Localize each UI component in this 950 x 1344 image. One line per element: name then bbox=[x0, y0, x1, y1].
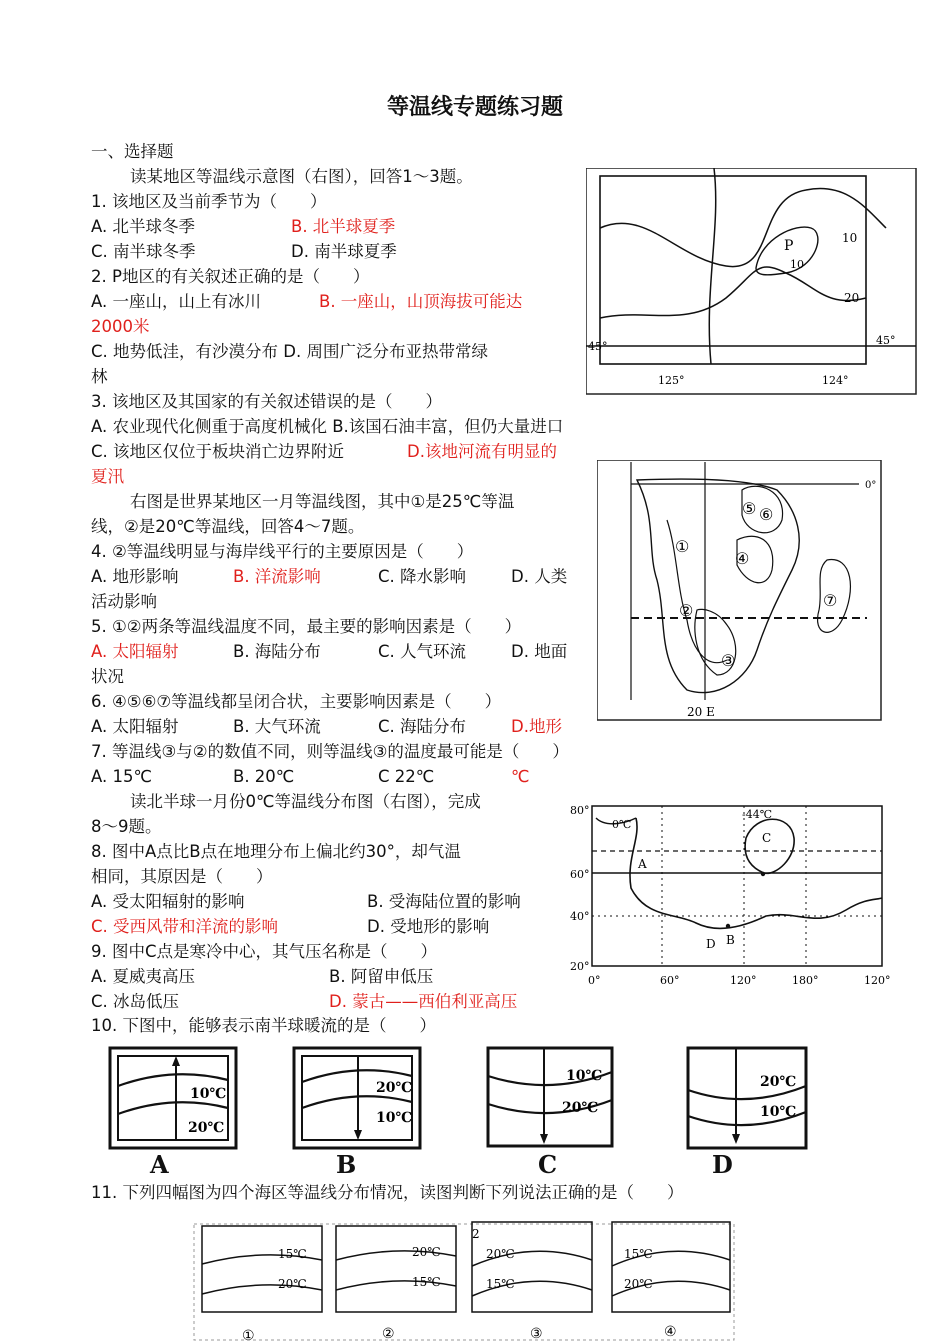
point-label: D bbox=[706, 937, 716, 951]
question-text: 7. 等温线③与②的数值不同，则等温线③的温度最可能是（ ） bbox=[91, 742, 569, 761]
question-text: 1. 该地区及当前季节为（ ） bbox=[91, 192, 327, 211]
q10-figure-b bbox=[292, 1046, 422, 1154]
question-text: 5. ①②两条等温线温度不同，最主要的影响因素是（ ） bbox=[91, 617, 522, 636]
answer-option: 夏汛 bbox=[91, 467, 124, 486]
answer-option: C. 受西风带和洋流的影响 bbox=[91, 917, 279, 936]
isotherm-map-3 bbox=[566, 798, 896, 990]
answer-option: D.地形 bbox=[511, 717, 562, 736]
axis-label: 20° bbox=[570, 960, 590, 973]
temp-label: 10℃ bbox=[566, 1068, 603, 1084]
isotherm-number: ① bbox=[675, 537, 690, 556]
axis-label: 60° bbox=[570, 868, 590, 881]
isotherm-label: -44℃ bbox=[742, 808, 773, 821]
option: C. 海陆分布 bbox=[378, 717, 467, 736]
option: A. 太阳辐射 bbox=[91, 717, 179, 736]
temp-label: 15℃ bbox=[486, 1277, 515, 1291]
q10-figure-c bbox=[486, 1046, 614, 1152]
option: A. 一座山，山上有冰川 bbox=[91, 292, 261, 311]
axis-label: 60° bbox=[660, 974, 680, 987]
option: B. 受海陆位置的影响 bbox=[367, 892, 521, 911]
option: A. 15℃ bbox=[91, 767, 153, 786]
figure-label: B bbox=[336, 1150, 357, 1179]
isotherm-map-1 bbox=[586, 168, 918, 396]
latitude-label: 0° bbox=[865, 480, 877, 491]
option: C. 人气环流 bbox=[378, 642, 467, 661]
temp-label: 20℃ bbox=[486, 1247, 515, 1261]
option: C 22℃ bbox=[378, 767, 435, 786]
answer-option: D.该地河流有明显的 bbox=[407, 442, 557, 461]
option: B. 阿留申低压 bbox=[329, 967, 434, 986]
temp-label: 15℃ bbox=[278, 1247, 307, 1261]
option: D. 南半球夏季 bbox=[291, 242, 397, 261]
intro-text: 读某地区等温线示意图（右图），回答1～3题。 bbox=[130, 167, 473, 186]
option: D. 受地形的影响 bbox=[367, 917, 490, 936]
isotherm-number: ⑦ bbox=[823, 591, 838, 610]
question-text: 10. 下图中，能够表示南半球暖流的是（ ） bbox=[91, 1016, 436, 1035]
option: D. 人类 bbox=[511, 567, 568, 586]
isotherm-number: ⑥ bbox=[759, 505, 774, 524]
axis-label: 80° bbox=[570, 804, 590, 817]
longitude-label: 125° bbox=[658, 374, 685, 387]
axis-label: 0° bbox=[588, 974, 601, 987]
question-text: 相同，其原因是（ ） bbox=[91, 867, 273, 886]
option: A. 夏威夷高压 bbox=[91, 967, 195, 986]
isotherm-number: ④ bbox=[735, 549, 750, 568]
temp-label: 20℃ bbox=[278, 1277, 307, 1291]
temp-label: 20℃ bbox=[188, 1120, 225, 1136]
temp-label: 20℃ bbox=[624, 1277, 653, 1291]
option: C. 该地区仅位于板块消亡边界附近 bbox=[91, 442, 345, 461]
q11-figure-strip bbox=[190, 1216, 746, 1344]
axis-label: 120° bbox=[864, 974, 891, 987]
figure-label: ① bbox=[242, 1328, 255, 1344]
option: D. 地面 bbox=[511, 642, 568, 661]
isotherm-number: ③ bbox=[721, 651, 736, 670]
option: C. 地势低洼，有沙漠分布 D. 周围广泛分布亚热带常绿 bbox=[91, 342, 488, 361]
latitude-label: 45° bbox=[588, 340, 608, 353]
question-text: 3. 该地区及其国家的有关叙述错误的是（ ） bbox=[91, 392, 442, 411]
axis-label: 40° bbox=[570, 910, 590, 923]
option: B. 大气环流 bbox=[233, 717, 321, 736]
longitude-label: 20 E bbox=[687, 705, 715, 719]
option: C. 降水影响 bbox=[378, 567, 467, 586]
answer-option: A. 太阳辐射 bbox=[91, 642, 179, 661]
temp-label: 20℃ bbox=[412, 1245, 441, 1259]
option: B. 20℃ bbox=[233, 767, 295, 786]
question-text: 6. ④⑤⑥⑦等温线都呈闭合状，主要影响因素是（ ） bbox=[91, 692, 502, 711]
answer-option: 2000米 bbox=[91, 317, 150, 336]
temp-label: 15℃ bbox=[624, 1247, 653, 1261]
question-text: 4. ②等温线明显与海岸线平行的主要原因是（ ） bbox=[91, 542, 474, 561]
answer-option: D. 蒙古——西伯利亚高压 bbox=[329, 992, 518, 1011]
page-mark: 2 bbox=[472, 1227, 480, 1241]
answer-option: B. 北半球夏季 bbox=[291, 217, 396, 236]
q11-figure-3 bbox=[472, 1222, 592, 1312]
figure-label: C bbox=[538, 1150, 558, 1179]
point-label: A bbox=[638, 857, 647, 871]
point-label: B bbox=[726, 933, 735, 947]
isotherm-label: 0℃ bbox=[612, 818, 632, 831]
temp-label: 20℃ bbox=[562, 1100, 599, 1116]
q10-figure-d bbox=[686, 1046, 808, 1154]
intro-text: 线，②是20℃等温线，回答4～7题。 bbox=[91, 517, 365, 536]
intro-text: 右图是世界某地区一月等温线图，其中①是25℃等温 bbox=[130, 492, 515, 511]
latitude-label: 45° bbox=[876, 334, 896, 347]
q11-figure-4 bbox=[612, 1222, 730, 1312]
temp-label: 20℃ bbox=[760, 1074, 797, 1090]
q11-figure-1 bbox=[202, 1226, 322, 1312]
axis-label: 120° bbox=[730, 974, 757, 987]
isotherm-number: ② bbox=[679, 601, 694, 620]
option: 林 bbox=[91, 367, 108, 386]
isotherm-map-2 bbox=[597, 460, 883, 722]
question-text: 8. 图中A点比B点在地理分布上偏北约30°，却气温 bbox=[91, 842, 461, 861]
isotherm-label: 20 bbox=[844, 291, 860, 305]
temp-label: 20℃ bbox=[376, 1080, 413, 1096]
answer-option: B. 洋流影响 bbox=[233, 567, 321, 586]
temp-label: 10℃ bbox=[760, 1104, 797, 1120]
section-heading: 一、选择题 bbox=[91, 142, 174, 161]
axis-label: 180° bbox=[792, 974, 819, 987]
isotherm-number: ⑤ bbox=[742, 499, 757, 518]
isotherm-label: 10 bbox=[790, 258, 804, 271]
point-label: C bbox=[762, 831, 772, 845]
option: A. 农业现代化侧重于高度机械化 B.该国石油丰富，但仍大量进口 bbox=[91, 417, 564, 436]
option: A. 受太阳辐射的影响 bbox=[91, 892, 245, 911]
answer-option: B. 一座山，山顶海拔可能达 bbox=[319, 292, 523, 311]
question-text: 11. 下列四幅图为四个海区等温线分布情况，读图判断下列说法正确的是（ ） bbox=[91, 1183, 684, 1202]
answer-option: ℃ bbox=[511, 767, 530, 786]
intro-text: 8～9题。 bbox=[91, 817, 162, 836]
option: B. 海陆分布 bbox=[233, 642, 321, 661]
option: C. 南半球冬季 bbox=[91, 242, 196, 261]
intro-text: 读北半球一月份0℃等温线分布图（右图），完成 bbox=[130, 792, 481, 811]
option: C. 冰岛低压 bbox=[91, 992, 180, 1011]
figure-label: D bbox=[712, 1150, 733, 1179]
option: A. 北半球冬季 bbox=[91, 217, 195, 236]
q11-figure-2 bbox=[336, 1226, 456, 1312]
question-text: 9. 图中C点是寒冷中心，其气压名称是（ ） bbox=[91, 942, 438, 961]
question-text: 2. P地区的有关叙述正确的是（ ） bbox=[91, 267, 370, 286]
point-label: P bbox=[784, 238, 794, 254]
figure-label: A bbox=[150, 1150, 169, 1179]
option: A. 地形影响 bbox=[91, 567, 179, 586]
figure-label: ② bbox=[382, 1326, 395, 1342]
figure-label: ④ bbox=[664, 1324, 677, 1340]
option: 状况 bbox=[91, 667, 124, 686]
q10-figure-a bbox=[108, 1046, 238, 1154]
option: 活动影响 bbox=[91, 592, 157, 611]
isotherm-label: 10 bbox=[842, 231, 858, 245]
figure-label: ③ bbox=[530, 1326, 543, 1342]
longitude-label: 124° bbox=[822, 374, 849, 387]
temp-label: 10℃ bbox=[376, 1110, 413, 1126]
temp-label: 10℃ bbox=[190, 1086, 227, 1102]
temp-label: 15℃ bbox=[412, 1275, 441, 1289]
page-title: 等温线专题练习题 bbox=[386, 95, 563, 120]
